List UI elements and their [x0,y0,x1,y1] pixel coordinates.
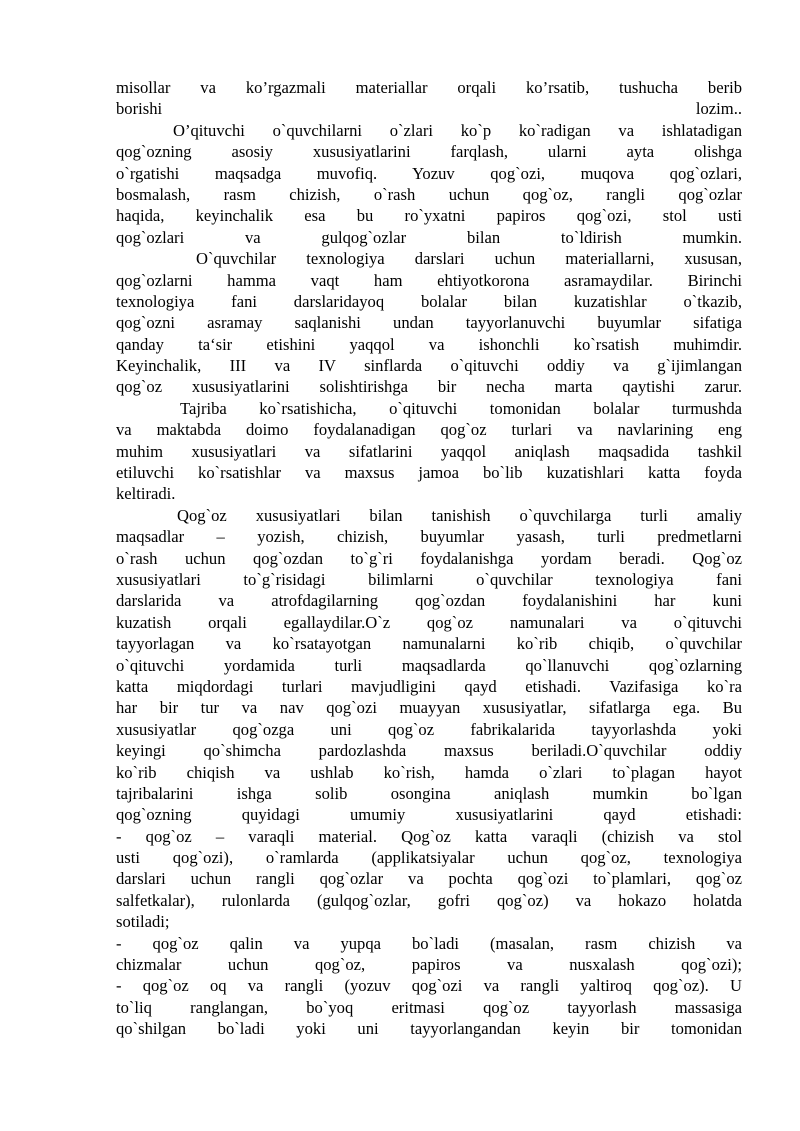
text-line: texnologiya fani darslaridayoq bolalar bilan kuzatishlar o`tkazib, [116,291,742,311]
text-line: etiluvchi ko`rsatishlar va maxsus jamoa bo`lib kuzatishlari katta foyda [116,463,742,483]
text-line: qo`shilgan bo`ladi yoki uni tayyorlangandan keyin bir tomonidan [116,1019,742,1039]
text-line: to`liq ranglangan, bo`yoq eritmasi qog`oz tayyorlash massasiga [116,997,742,1017]
text-line: bosmalash, rasm chizish, o`rash uchun qog`oz, rangli qog`ozlar [116,184,742,204]
paragraph-start-line: Tajriba ko`rsatishicha, o`qituvchi tomonidan bolalar turmushda [180,398,742,418]
text-line: tayyorlagan va ko`rsatayotgan namunalarni ko`rib chiqib, o`quvchilar [116,634,742,654]
text-line: va maktabda doimo foydalanadigan qog`oz turlari va navlarining eng [116,420,742,440]
text-line: keyingi qo`shimcha pardozlashda maxsus beriladi.O`quvchilar oddiy [116,741,742,761]
text-line: chizmalar uchun qog`oz, papiros va nusxalash qog`ozi); [116,955,742,975]
text-line: usti qog`ozi), o`ramlarda (applikatsiyalar uchun qog`oz, texnologiya [116,848,742,868]
paragraph-start-line: O’qituvchi o`quvchilarni o`zlari ko`p ko`radigan va ishlatadigan [173,120,742,140]
text-line: darslarida va atrofdagilarning qog`ozdan foydalanishini har kuni [116,591,742,611]
text-line: xususiyatlar qog`ozga uni qog`oz fabrikalarida tayyorlashda yoki [116,719,742,739]
text-line: sotiladi; [116,912,170,932]
text-line: salfetkalar), rulonlarda (gulqog`ozlar, gofri qog`oz) va hokazo holatda [116,890,742,910]
text-line: qog`ozning asosiy xususiyatlarini farqlash, ularni ayta olishga [116,142,742,162]
text-line: qanday ta‘sir etishini yaqqol va ishonchli ko`rsatish muhimdir. [116,334,742,354]
text-line: borishi lozim.. [116,99,742,119]
text-line: qog`ozning quyidagi umumiy xususiyatlarini qayd etishadi: [116,805,742,825]
paragraph-start-line: Qog`oz xususiyatlari bilan tanishish o`quvchilarga turli amaliy [177,505,742,525]
text-line: misollar va ko’rgazmali materiallar orqali ko’rsatib, tushucha berib [116,78,742,97]
text-line: o`rgatishi maqsadga muvofiq. Yozuv qog`ozi, muqova qog`ozlari, [116,163,742,183]
paragraph-start-line: O`quvchilar texnologiya darslari uchun materiallarni, xususan, [196,249,742,269]
text-line: darslari uchun rangli qog`ozlar va pochta qog`ozi to`plamlari, qog`oz [116,869,742,889]
text-line: xususiyatlari to`g`risidagi bilimlarni o`quvchilar texnologiya fani [116,569,742,589]
list-item-line: - qog`oz oq va rangli (yozuv qog`ozi va rangli yaltiroq qog`oz). U [116,976,742,996]
list-item-line: - qog`oz qalin va yupqa bo`ladi (masalan, rasm chizish va [116,933,742,953]
text-line: Keyinchalik, III va IV sinflarda o`qituvchi oddiy va g`ijimlangan [116,356,742,376]
text-line: qog`ozlarni hamma vaqt ham ehtiyotkorona asramaydilar. Birinchi [116,270,742,290]
text-line: har bir tur va nav qog`ozi muayyan xususiyatlar, sifatlarga ega. Bu [116,698,742,718]
text-line: muhim xususiyatlari va sifatlarini yaqqol aniqlash maqsadida tashkil [116,441,742,461]
text-line: o`qituvchi yordamida turli maqsadlarda qo`llanuvchi qog`ozlarning [116,655,742,675]
text-line: qog`oz xususiyatlarini solishtirishga bir necha marta qaytishi zarur. [116,377,742,397]
text-line: kuzatish orqali egallaydilar.O`z qog`oz namunalari va o`qituvchi [116,612,742,632]
document-page [116,77,742,1040]
text-line: keltiradi. [116,484,176,504]
text-line: qog`ozlari va gulqog`ozlar bilan to`ldirish mumkin. [116,227,742,247]
text-line: qog`ozni asramay saqlanishi undan tayyorlanuvchi buyumlar sifatiga [116,313,742,333]
list-item-line: - qog`oz – varaqli material. Qog`oz katta varaqli (chizish va stol [116,826,742,846]
text-line: maqsadlar – yozish, chizish, buyumlar yasash, turli predmetlarni [116,527,742,547]
text-line: o`rash uchun qog`ozdan to`g`ri foydalanishga yordam beradi. Qog`oz [116,548,742,568]
text-line: ko`rib chiqish va ushlab ko`rish, hamda o`zlari to`plagan hayot [116,762,742,782]
text-line: haqida, keyinchalik esa bu ro`yxatni papiros qog`ozi, stol usti [116,206,742,226]
text-line: tajribalarini ishga solib osongina aniqlash mumkin bo`lgan [116,783,742,803]
text-line: katta miqdordagi turlari mavjudligini qayd etishadi. Vazifasiga ko`ra [116,676,742,696]
